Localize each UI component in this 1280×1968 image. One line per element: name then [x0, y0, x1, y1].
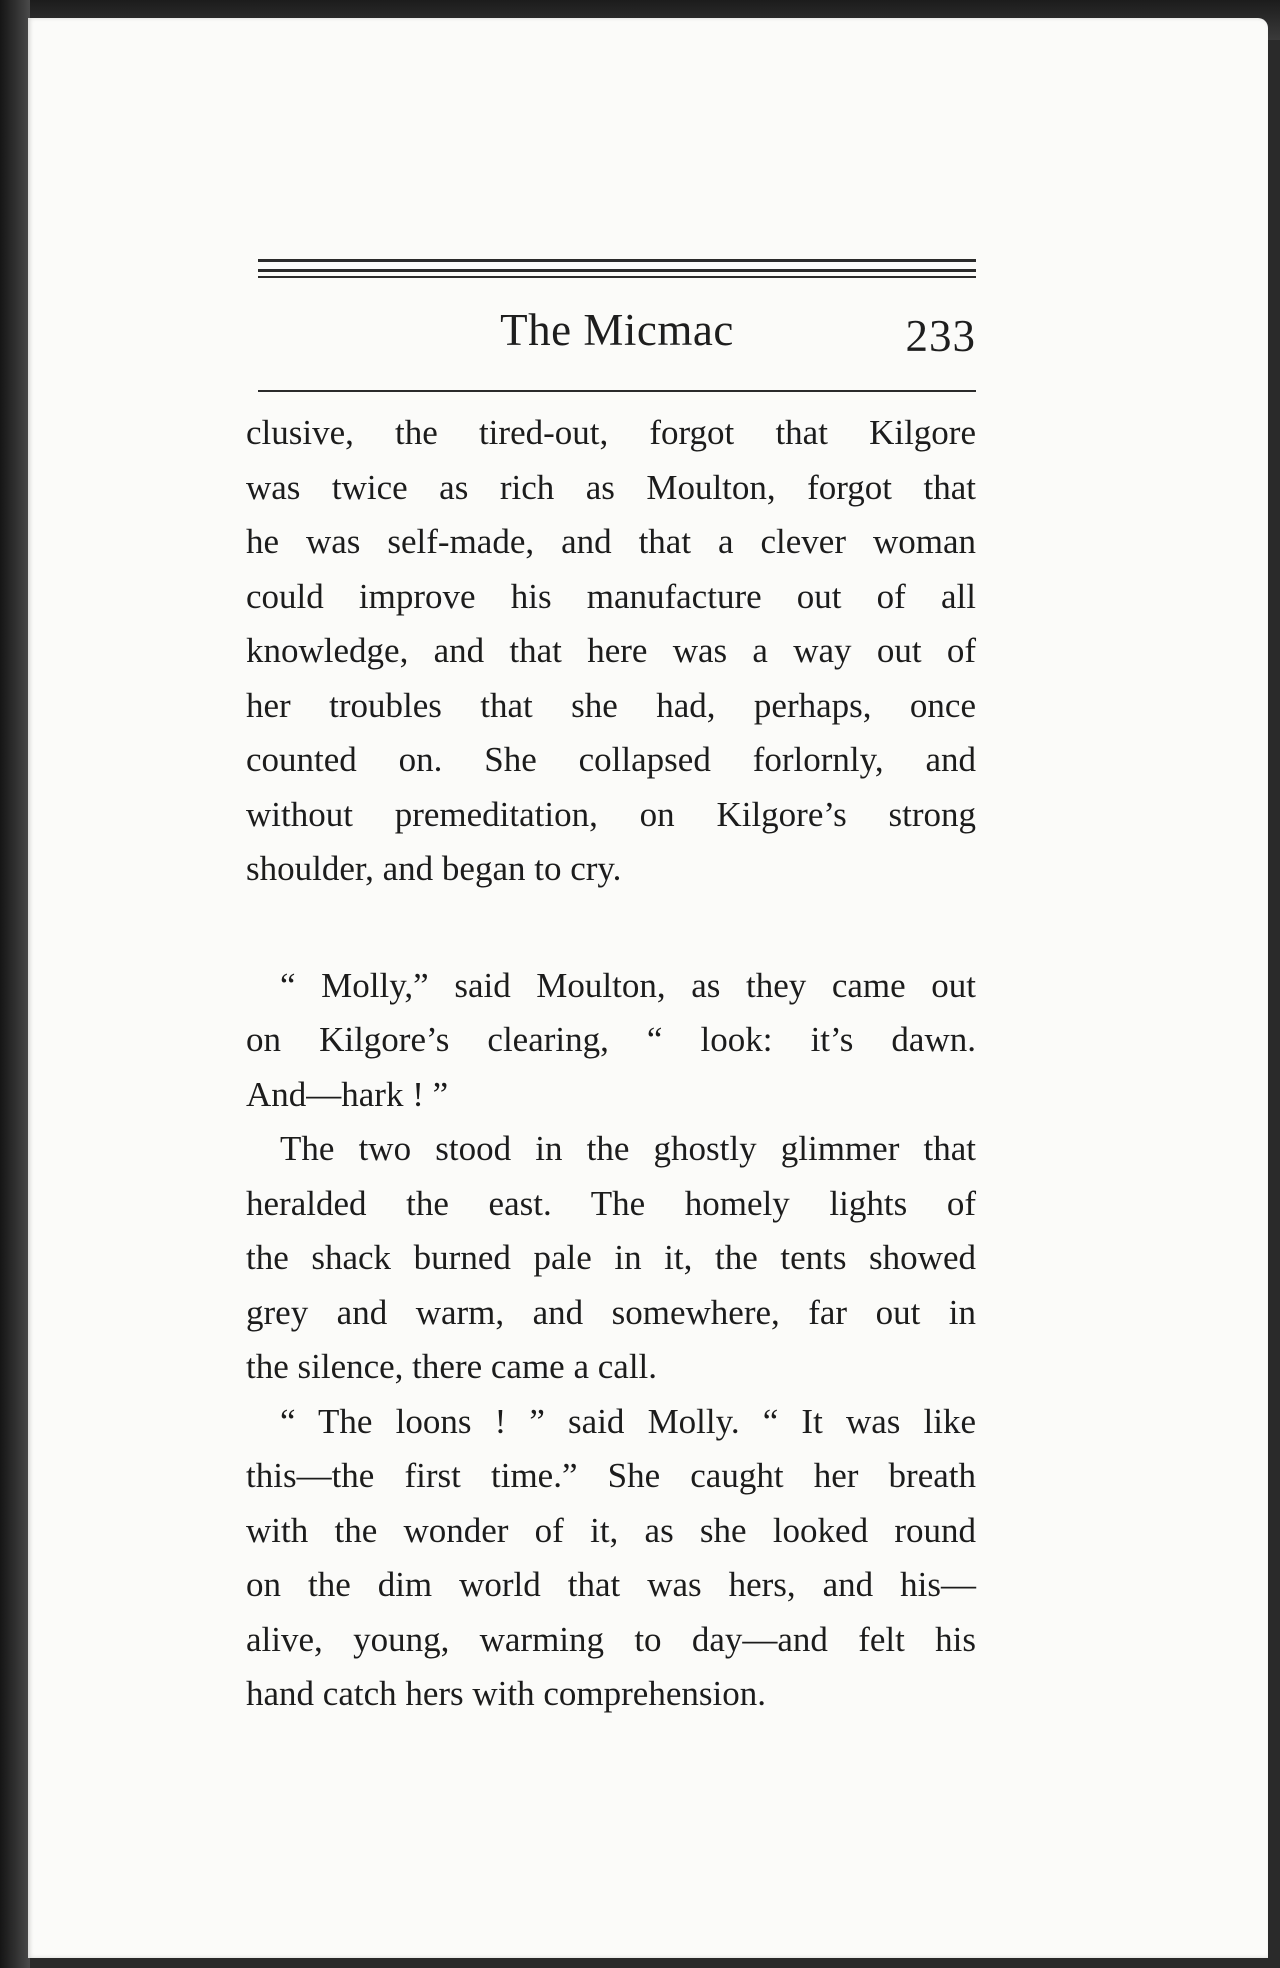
header-rule-top [258, 259, 976, 262]
text-line: And—hark ! ” [246, 1074, 449, 1114]
text-line: heralded the east. The homely lights of [246, 1183, 976, 1223]
text-line: he was self-made, and that a clever woman [246, 522, 976, 561]
text-line: on the dim world that was hers, and his— [246, 1565, 976, 1604]
text-line: “ Molly,” said Moulton, as they came out [280, 965, 976, 1005]
text-line: knowledge, and that here was a way out of [246, 631, 976, 670]
text-line: could improve his manufacture out of all [246, 576, 976, 616]
text-line: hand catch hers with comprehension. [246, 1674, 766, 1713]
text-line: her troubles that she had, perhaps, once [246, 685, 976, 725]
text-line: “ The loons ! ” said Molly. “ It was like [280, 1401, 976, 1441]
text-line: shoulder, and began to cry. [246, 849, 622, 888]
paragraph [246, 959, 976, 1123]
header-rule-under [258, 390, 976, 392]
text-line: on Kilgore’s clearing, “ look: it’s dawn. [246, 1020, 976, 1059]
running-head [258, 296, 976, 366]
text-line: this—the first time.” She caught her breath [246, 1456, 976, 1495]
paragraph [246, 406, 976, 897]
running-title: The Micmac [500, 305, 734, 355]
text-line: was twice as rich as Moulton, forgot that [246, 467, 976, 507]
header-rule-middle [258, 269, 976, 272]
text-line: with the wonder of it, as she looked round [246, 1510, 976, 1550]
text-line: alive, young, warming to day—and felt his [246, 1619, 976, 1659]
text-line: without premeditation, on Kilgore’s strong [246, 794, 976, 834]
paragraph [246, 1122, 976, 1395]
text-line: The two stood in the ghostly glimmer that [280, 1129, 976, 1168]
text-line: clusive, the tired-out, forgot that Kilgore [246, 413, 976, 452]
header-rule-lower [258, 276, 976, 278]
scan-border-left [0, 0, 30, 1968]
page-number: 233 [905, 311, 976, 361]
text-line: counted on. She collapsed forlornly, and [246, 740, 976, 779]
text-line: the silence, there came a call. [246, 1347, 658, 1386]
paragraph [246, 1395, 976, 1722]
text-line: the shack burned pale in it, the tents showed [246, 1238, 976, 1277]
body-text [246, 406, 976, 1722]
section-break [246, 897, 976, 959]
book-page [28, 18, 1268, 1958]
text-line: grey and warm, and somewhere, far out in [246, 1292, 976, 1332]
